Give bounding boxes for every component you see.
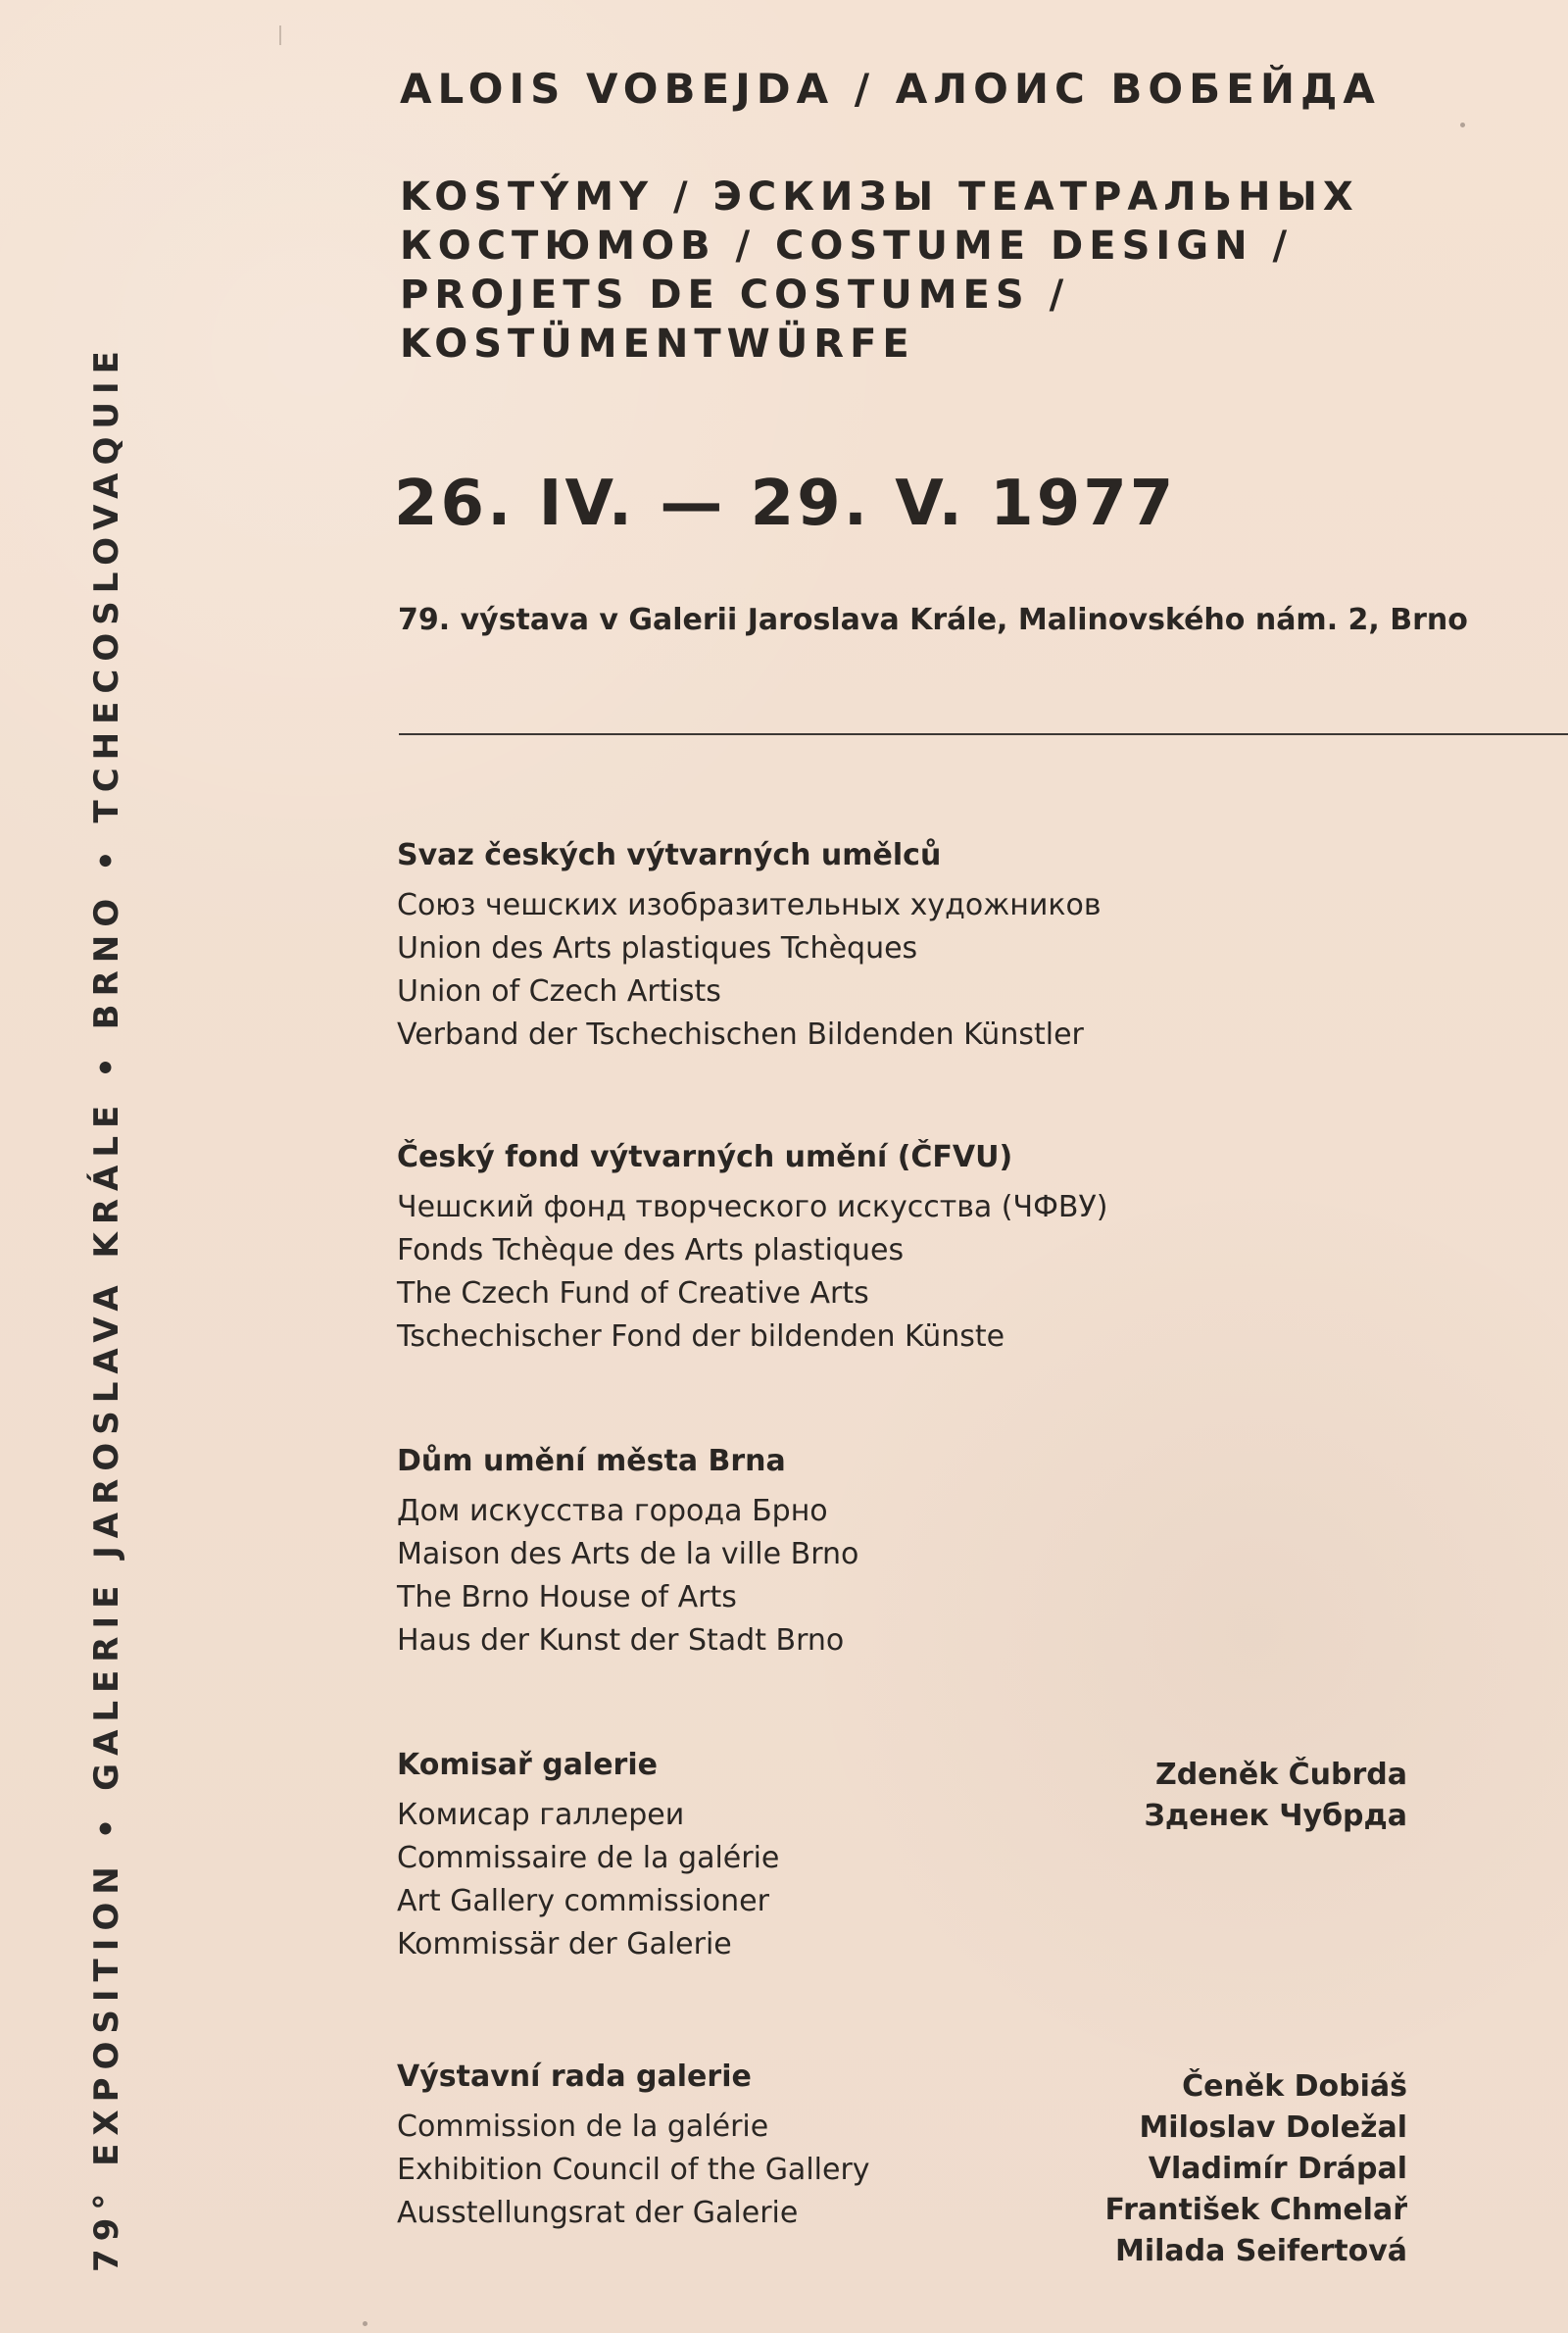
council-names [1105, 2066, 1408, 2272]
exhibition-subtitle: KOSTÝMY / ЭСКИЗЫ ТЕАТРАЛЬНЫХ КОСТЮМОВ / COSTUME DESIGN / PROJETS DE COSTUMES / KOSTÜMENTWÜRFE [400, 174, 1359, 367]
name-line: Milada Seifertová [1114, 2234, 1407, 2268]
section-vystavni-rada [397, 2062, 1142, 2235]
section-line: Commission de la galérie [397, 2110, 769, 2144]
section-line: Чешский фонд творческого искусства (ЧФВУ) [397, 1190, 1108, 1224]
section-line: Haus der Kunst der Stadt Brno [397, 1623, 845, 1658]
section-line: Комисар галлереи [397, 1798, 685, 1832]
name-line: Зденек Чубрда [1144, 1799, 1407, 1833]
section-heading: Výstavní rada galerie [397, 2060, 752, 2094]
section-line: The Brno House of Arts [397, 1580, 737, 1614]
speck [1460, 123, 1465, 127]
artist-title: ALOIS VOBEJDA / АЛОИС ВОБЕЙДА [400, 65, 1381, 113]
section-heading: Český fond výtvarných umění (ČFVU) [397, 1140, 1013, 1174]
spine-text: 79° EXPOSITION • GALERIE JAROSLAVA KRÁLE • BRNO • TCHECOSLOVAQUIE [87, 343, 126, 2272]
section-line: The Czech Fund of Creative Arts [397, 1276, 869, 1311]
section-heading: Komisař galerie [397, 1748, 658, 1782]
section-line: Дом искусства города Брно [397, 1494, 828, 1528]
horizontal-rule [399, 733, 1568, 735]
section-line: Art Gallery commissioner [397, 1884, 769, 1918]
name-line: Čeněk Dobiáš [1182, 2069, 1407, 2104]
name-line: Vladimír Drápal [1148, 2152, 1407, 2186]
section-line: Maison des Arts de la ville Brno [397, 1537, 859, 1571]
section-line: Tschechischer Fond der bildenden Künste [397, 1319, 1005, 1354]
section-komisar [397, 1748, 1142, 1966]
section-svaz [397, 838, 1142, 1057]
print-mark [279, 25, 281, 45]
name-line: František Chmelař [1104, 2193, 1407, 2227]
section-line: Ausstellungsrat der Galerie [397, 2196, 799, 2230]
name-line: Miloslav Doležal [1139, 2110, 1407, 2145]
section-line: Union des Arts plastiques Tchèques [397, 931, 918, 966]
section-line: Exhibition Council of the Gallery [397, 2153, 870, 2187]
section-fond [397, 1140, 1142, 1359]
exhibition-dates: 26. IV. — 29. V. 1977 [394, 468, 1177, 540]
section-heading: Dům umění města Brna [397, 1444, 786, 1478]
name-line: Zdeněk Čubrda [1154, 1758, 1407, 1792]
section-line: Union of Czech Artists [397, 974, 721, 1009]
section-line: Verband der Tschechischen Bildenden Künstler [397, 1018, 1084, 1052]
section-heading: Svaz českých výtvarných umělců [397, 838, 942, 872]
speck [363, 2321, 368, 2326]
section-line: Союз чешских изобразительных художников [397, 888, 1102, 922]
section-dum-umeni [397, 1444, 1142, 1663]
venue-line: 79. výstava v Galerii Jaroslava Krále, Malinovského nám. 2, Brno [398, 603, 1468, 637]
section-line: Commissaire de la galérie [397, 1841, 780, 1875]
commissioner-names [1145, 1755, 1407, 1837]
section-line: Kommissär der Galerie [397, 1927, 732, 1961]
section-line: Fonds Tchèque des Arts plastiques [397, 1233, 905, 1267]
